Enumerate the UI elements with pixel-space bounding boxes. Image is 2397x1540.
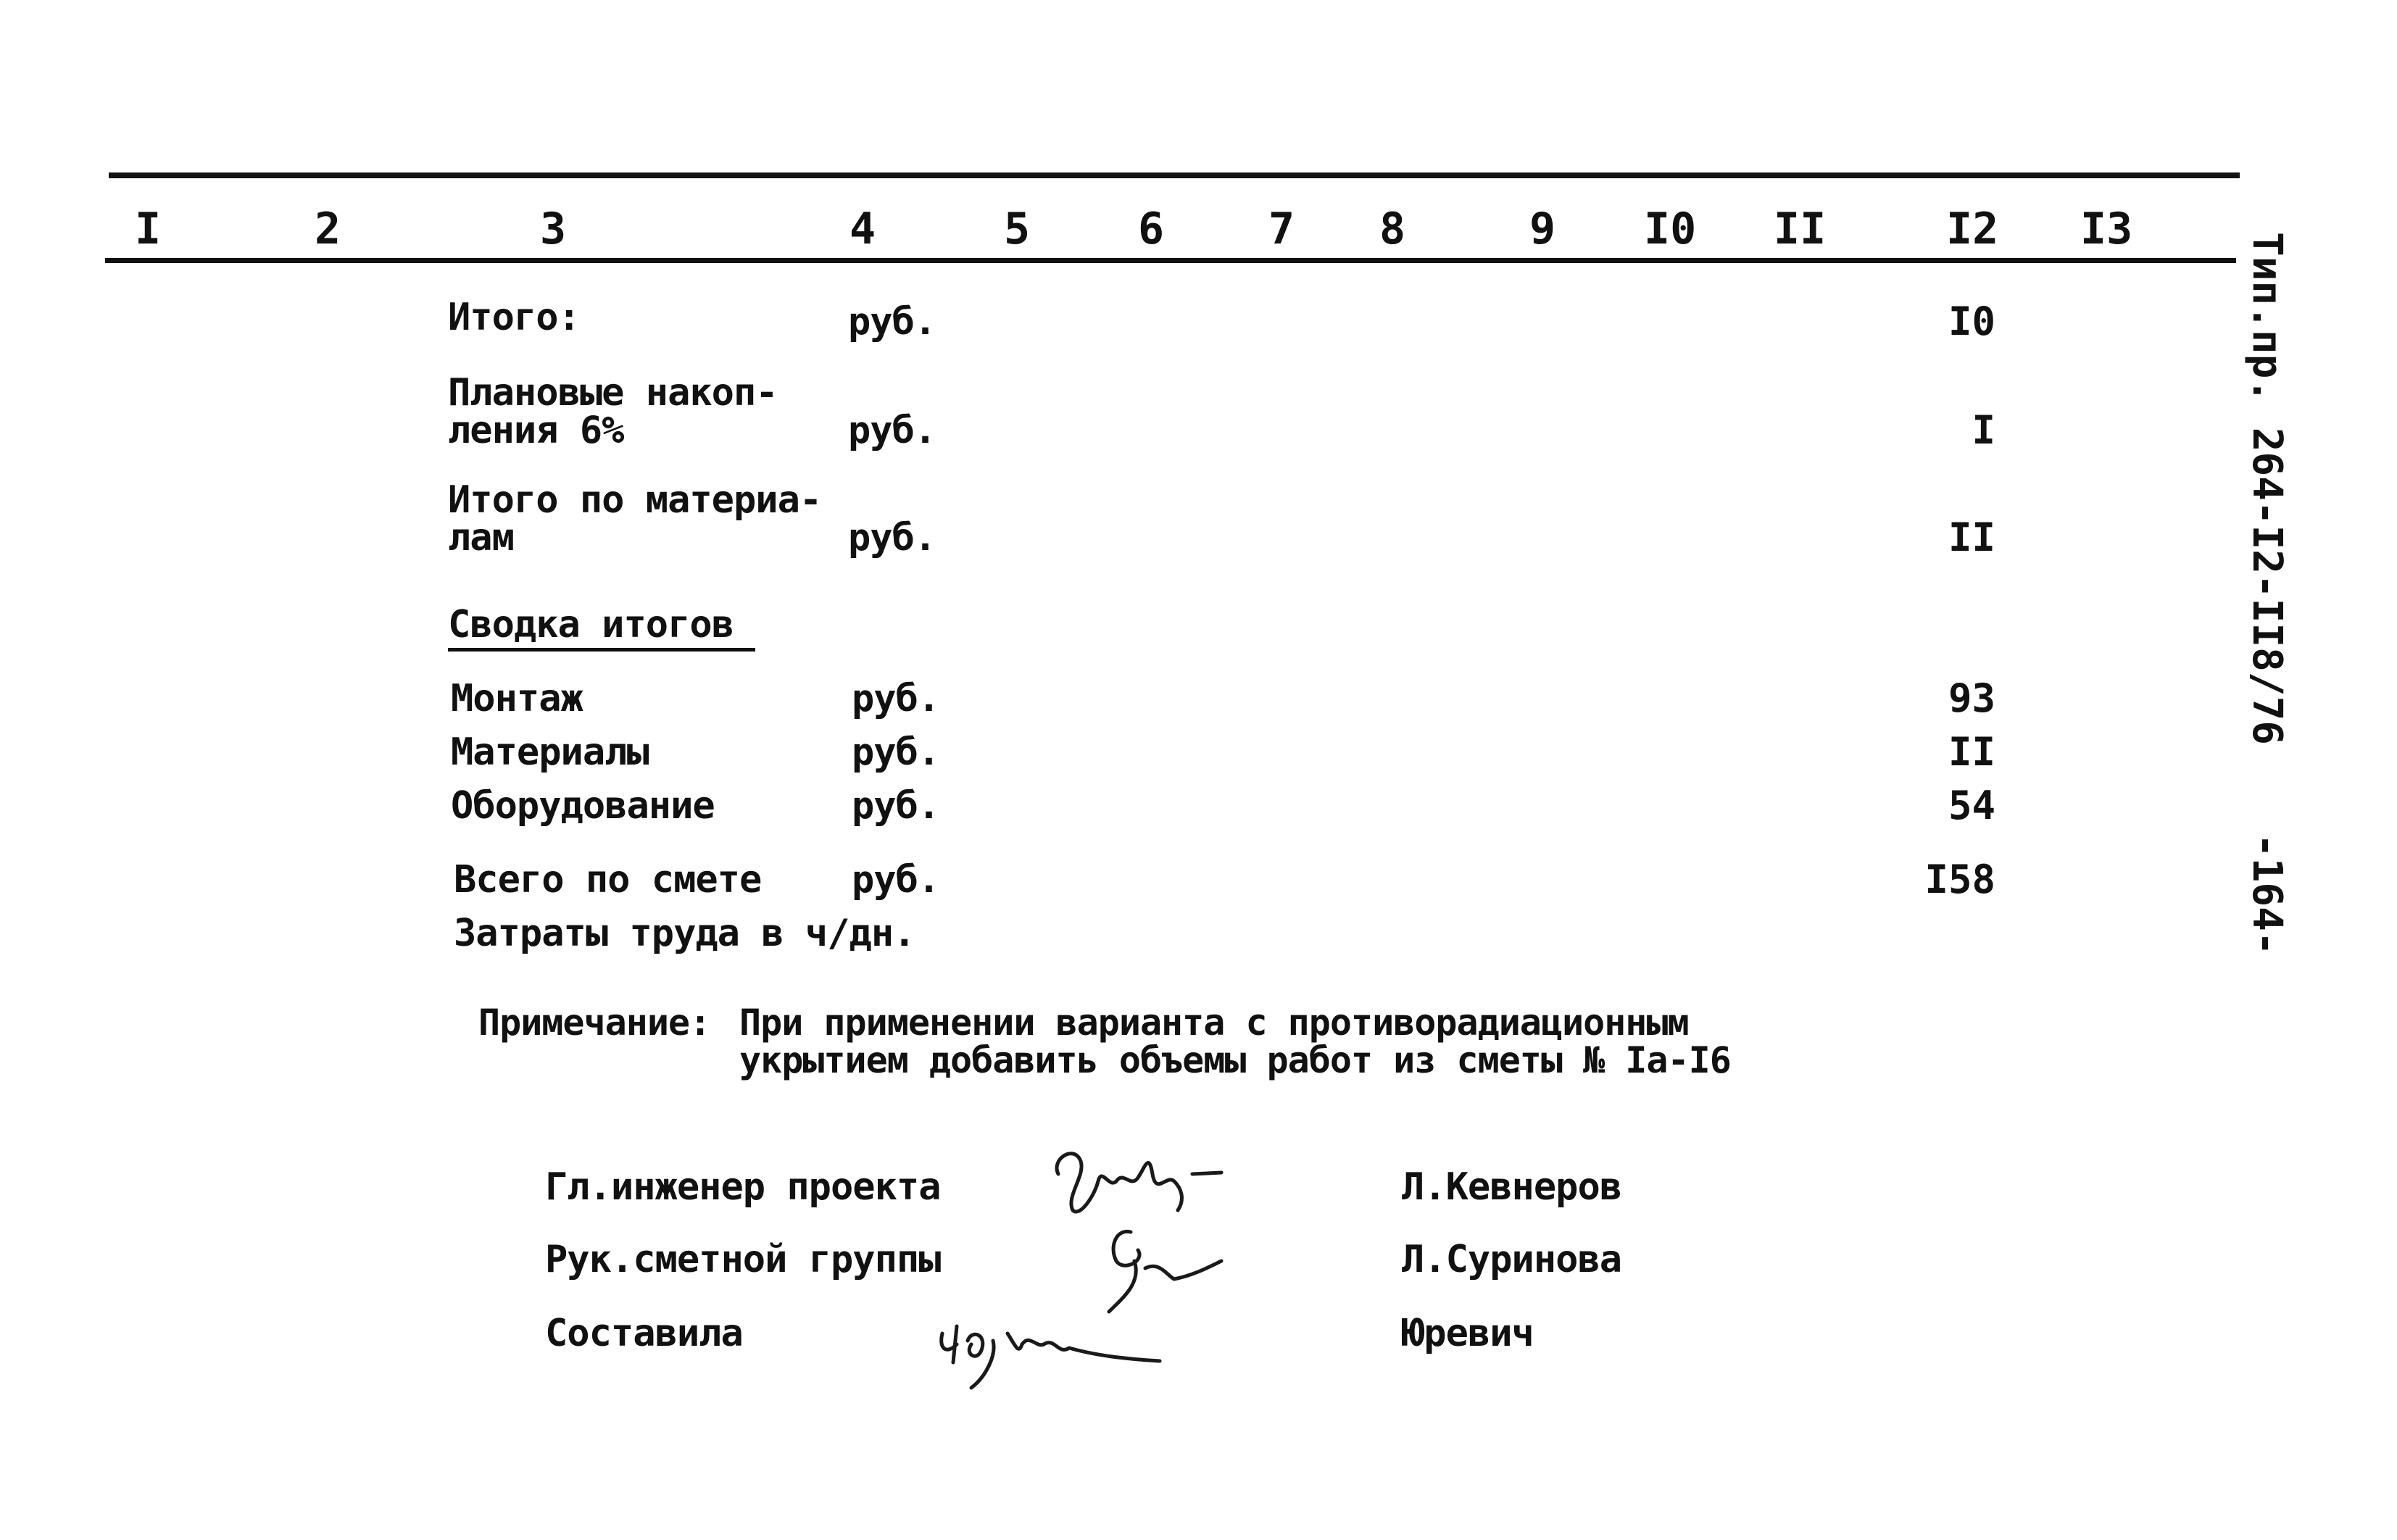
summary-heading: Сводка итогов: [448, 604, 755, 652]
summary-value: 93: [1948, 675, 1995, 721]
column-number: 3: [540, 204, 567, 254]
column-number: I3: [2080, 204, 2133, 254]
row-label-continued: ления 6%: [448, 409, 624, 452]
total-label: Всего по смете: [454, 858, 762, 902]
project-code-vertical: [2243, 232, 2290, 745]
signer-role: Рук.сметной группы: [545, 1238, 941, 1281]
column-number: 9: [1529, 204, 1556, 254]
column-number: I2: [1946, 204, 1999, 254]
column-number: 2: [315, 204, 341, 254]
summary-unit: руб.: [852, 731, 940, 774]
row-label: Итого по материа-: [448, 478, 822, 522]
column-number: I0: [1644, 204, 1697, 254]
column-number: I: [135, 204, 162, 254]
summary-unit: руб.: [852, 677, 940, 720]
column-number: II: [1774, 204, 1827, 254]
summary-value: 54: [1948, 783, 1995, 828]
page-number-vertical: [2243, 833, 2290, 956]
signer-name: Юревич: [1402, 1312, 1534, 1355]
column-number: 8: [1379, 204, 1406, 254]
total-value: I58: [1924, 857, 1995, 902]
signer-name: Л.Суринова: [1402, 1238, 1622, 1281]
row-unit: руб.: [848, 409, 936, 452]
column-number: 7: [1268, 204, 1295, 254]
row-value: I0: [1948, 299, 1995, 344]
signer-name: Л.Кевнеров: [1402, 1165, 1622, 1209]
summary-label: Оборудование: [451, 784, 715, 828]
page-number: -164-: [2243, 833, 2290, 956]
row-value: I: [1972, 407, 1995, 453]
header-top-rule: [109, 172, 2240, 178]
row-label: Плановые накоп-: [448, 371, 778, 415]
summary-label: Монтаж: [451, 677, 583, 720]
handwritten-signature-compiler: [928, 1304, 1189, 1399]
column-number: 4: [849, 204, 876, 254]
summary-label: Материалы: [451, 731, 649, 774]
summary-value: II: [1948, 729, 1995, 775]
note-prefix: Примечание:: [478, 1002, 711, 1044]
note-line: При применении варианта с противорадиационным: [739, 1002, 1689, 1044]
labor-cost-label: Затраты труда в ч/дн.: [454, 912, 915, 955]
summary-unit: руб.: [852, 784, 940, 828]
row-unit: руб.: [848, 300, 936, 344]
header-bottom-rule: [105, 258, 2236, 263]
total-unit: руб.: [852, 858, 940, 902]
note-line: укрытием добавить объемы работ из сметы № Iа-I6: [739, 1039, 1731, 1081]
signer-role: Гл.инженер проекта: [545, 1165, 941, 1209]
column-number: 6: [1138, 204, 1165, 254]
row-unit: руб.: [848, 516, 936, 559]
signer-role: Составила: [545, 1312, 743, 1355]
column-number: 5: [1004, 204, 1031, 254]
row-label-continued: лам: [448, 516, 514, 559]
row-label: Итого:: [448, 296, 580, 339]
project-code: Тип.пр. 264-I2-II8/76: [2243, 232, 2290, 746]
row-value: II: [1948, 515, 1995, 560]
